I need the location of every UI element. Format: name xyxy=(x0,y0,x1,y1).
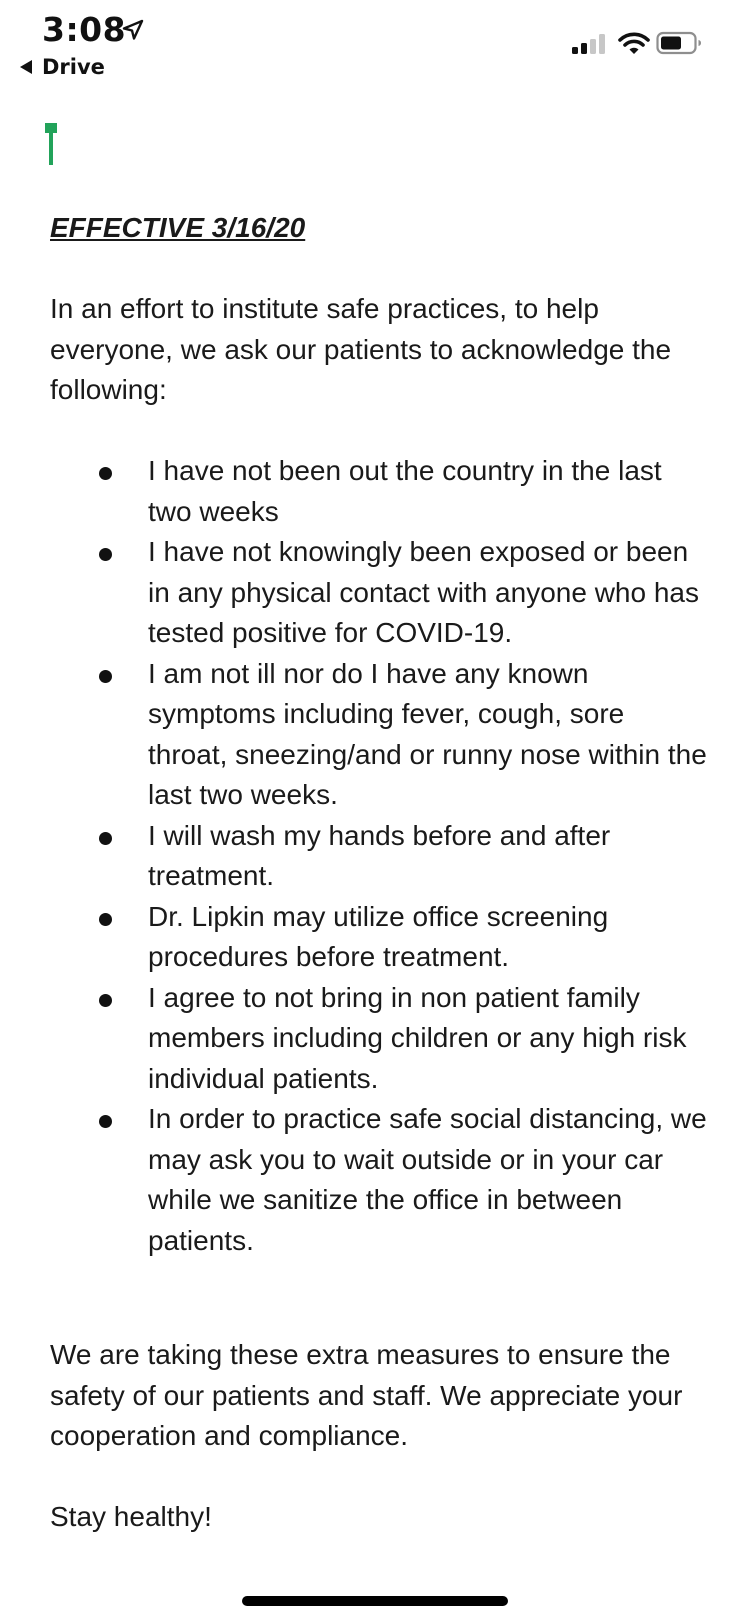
list-item-text: I have not knowingly been exposed or been in any physical contact with anyone who has tested positive for COVID-19. xyxy=(148,536,699,648)
list-item xyxy=(50,451,710,532)
acknowledgement-list xyxy=(50,451,710,1261)
bullet-icon xyxy=(99,467,112,480)
list-item-text: I have not been out the country in the last two weeks xyxy=(148,455,662,527)
bullet-icon xyxy=(99,1115,112,1128)
bullet-icon xyxy=(99,832,112,845)
bullet-icon xyxy=(99,670,112,683)
closing-paragraph: We are taking these extra measures to ensure the safety of our patients and staff. We appreciate your cooperation and compliance. xyxy=(50,1339,683,1451)
bullet-icon xyxy=(99,548,112,561)
list-item-text: In order to practice safe social distancing, we may ask you to wait outside or in your car while we sanitize the office in between patients. xyxy=(148,1103,707,1256)
location-arrow-icon xyxy=(121,18,145,42)
list-item xyxy=(50,897,710,978)
list-item xyxy=(50,978,710,1100)
list-item-text: I agree to not bring in non patient family members including children or any high risk individual patients. xyxy=(148,981,687,1094)
intro-paragraph: In an effort to institute safe practices, to help everyone, we ask our patients to acknowledge the following: xyxy=(50,293,672,405)
list-item xyxy=(50,532,710,654)
battery-icon xyxy=(656,31,702,55)
document-heading: EFFECTIVE 3/16/20 xyxy=(50,212,306,243)
list-item xyxy=(50,654,710,816)
list-item-text: Dr. Lipkin may utilize office screening procedures before treatment. xyxy=(148,900,609,972)
home-indicator[interactable] xyxy=(242,1596,508,1606)
signoff-text: Stay healthy! xyxy=(50,1501,212,1532)
list-item xyxy=(50,816,710,897)
bullet-icon xyxy=(99,913,112,926)
list-item xyxy=(50,1099,710,1261)
status-time: 3:08 xyxy=(42,10,127,49)
wifi-icon xyxy=(618,31,650,55)
back-app-label: Drive xyxy=(42,55,105,79)
text-cursor-marker[interactable] xyxy=(45,123,57,165)
back-to-app-button[interactable] xyxy=(20,53,105,81)
list-item-text: I will wash my hands before and after treatment. xyxy=(148,819,611,891)
status-bar xyxy=(0,0,750,92)
cellular-signal-icon xyxy=(572,34,612,54)
list-item-text: I am not ill nor do I have any known symptoms including fever, cough, sore throat, sneezing/and or runny nose within the last two weeks. xyxy=(148,657,707,810)
bullet-icon xyxy=(99,994,112,1007)
back-arrow-icon xyxy=(20,60,32,74)
